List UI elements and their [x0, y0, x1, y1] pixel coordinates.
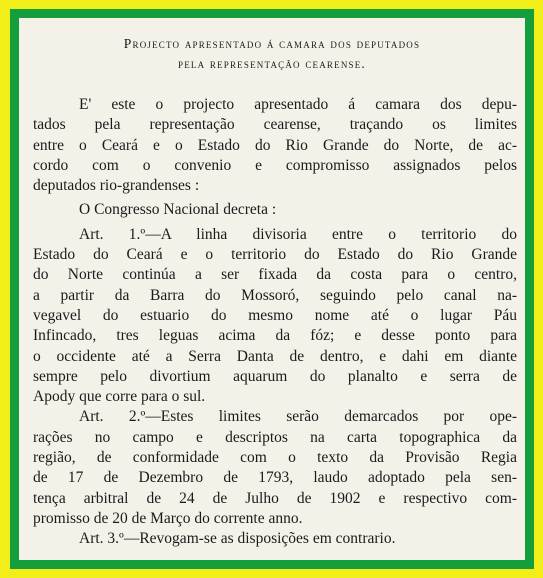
article-3-line: Art. 3.º—Revogam-se as disposições em contrario. — [79, 530, 396, 548]
article-1-line: vegavel do estuario do mesmo nome até o lugar Páu — [33, 306, 517, 324]
article-1-line: do Norte continúa a ser fixada da costa para o centro, — [33, 266, 517, 284]
article-1-line: Apody que corre para o sul. — [33, 388, 206, 406]
article-1-line: o occidente até a Serra Danta de dentro, e dahi em diante — [33, 347, 517, 365]
intro-line: entre o Ceará e o Estado do Rio Grande do Norte, de ac- — [33, 136, 517, 154]
decree-line: O Congresso Nacional decreta : — [79, 201, 277, 219]
article-2-line: rações no campo e descriptos na carta topographica da — [33, 428, 517, 446]
article-1-line: Infincado, tres leguas acima da fóz; e desse ponto para — [33, 327, 517, 345]
article-1-line: Art. 1.º—A linha divisoria entre o territorio do — [79, 225, 517, 243]
heading-line-1: Projecto apresentado á camara dos deputados — [123, 36, 421, 51]
intro-line: cordo com o convenio e compromisso assignados pelos — [33, 156, 517, 174]
article-2-line: de 17 de Dezembro de 1793, laudo adoptado pela sen- — [33, 469, 517, 487]
heading-line-2: pela representação cearense. — [177, 56, 366, 71]
intro-line: deputados rio-grandenses : — [33, 177, 200, 195]
article-body — [33, 95, 517, 550]
intro-line: E' este o projecto apresentado á camara dos depu- — [79, 96, 517, 113]
article-2-line: Art. 2.º—Estes limites serão demarcados por ope- — [79, 408, 517, 426]
article-2-line: promisso de 20 de Março do corrente anno. — [33, 509, 303, 527]
intro-line: tados pela representação cearense, traçando os limites — [33, 116, 517, 134]
article-2-line: tença arbitral de 24 de Julho de 1902 e respectivo com- — [33, 489, 517, 507]
article-1-line: sempre pelo divortium aquarum do planalto e serra de — [33, 367, 517, 385]
article-1-line: a partir da Barra do Mossoró, seguindo pelo canal na- — [33, 286, 517, 304]
article-2-line: região, de conformidade com o texto da Provisão Regia — [33, 449, 517, 467]
article-1-line: Estado do Ceará e o territorio do Estado do Rio Grande — [33, 246, 517, 264]
newspaper-clipping — [19, 18, 525, 560]
